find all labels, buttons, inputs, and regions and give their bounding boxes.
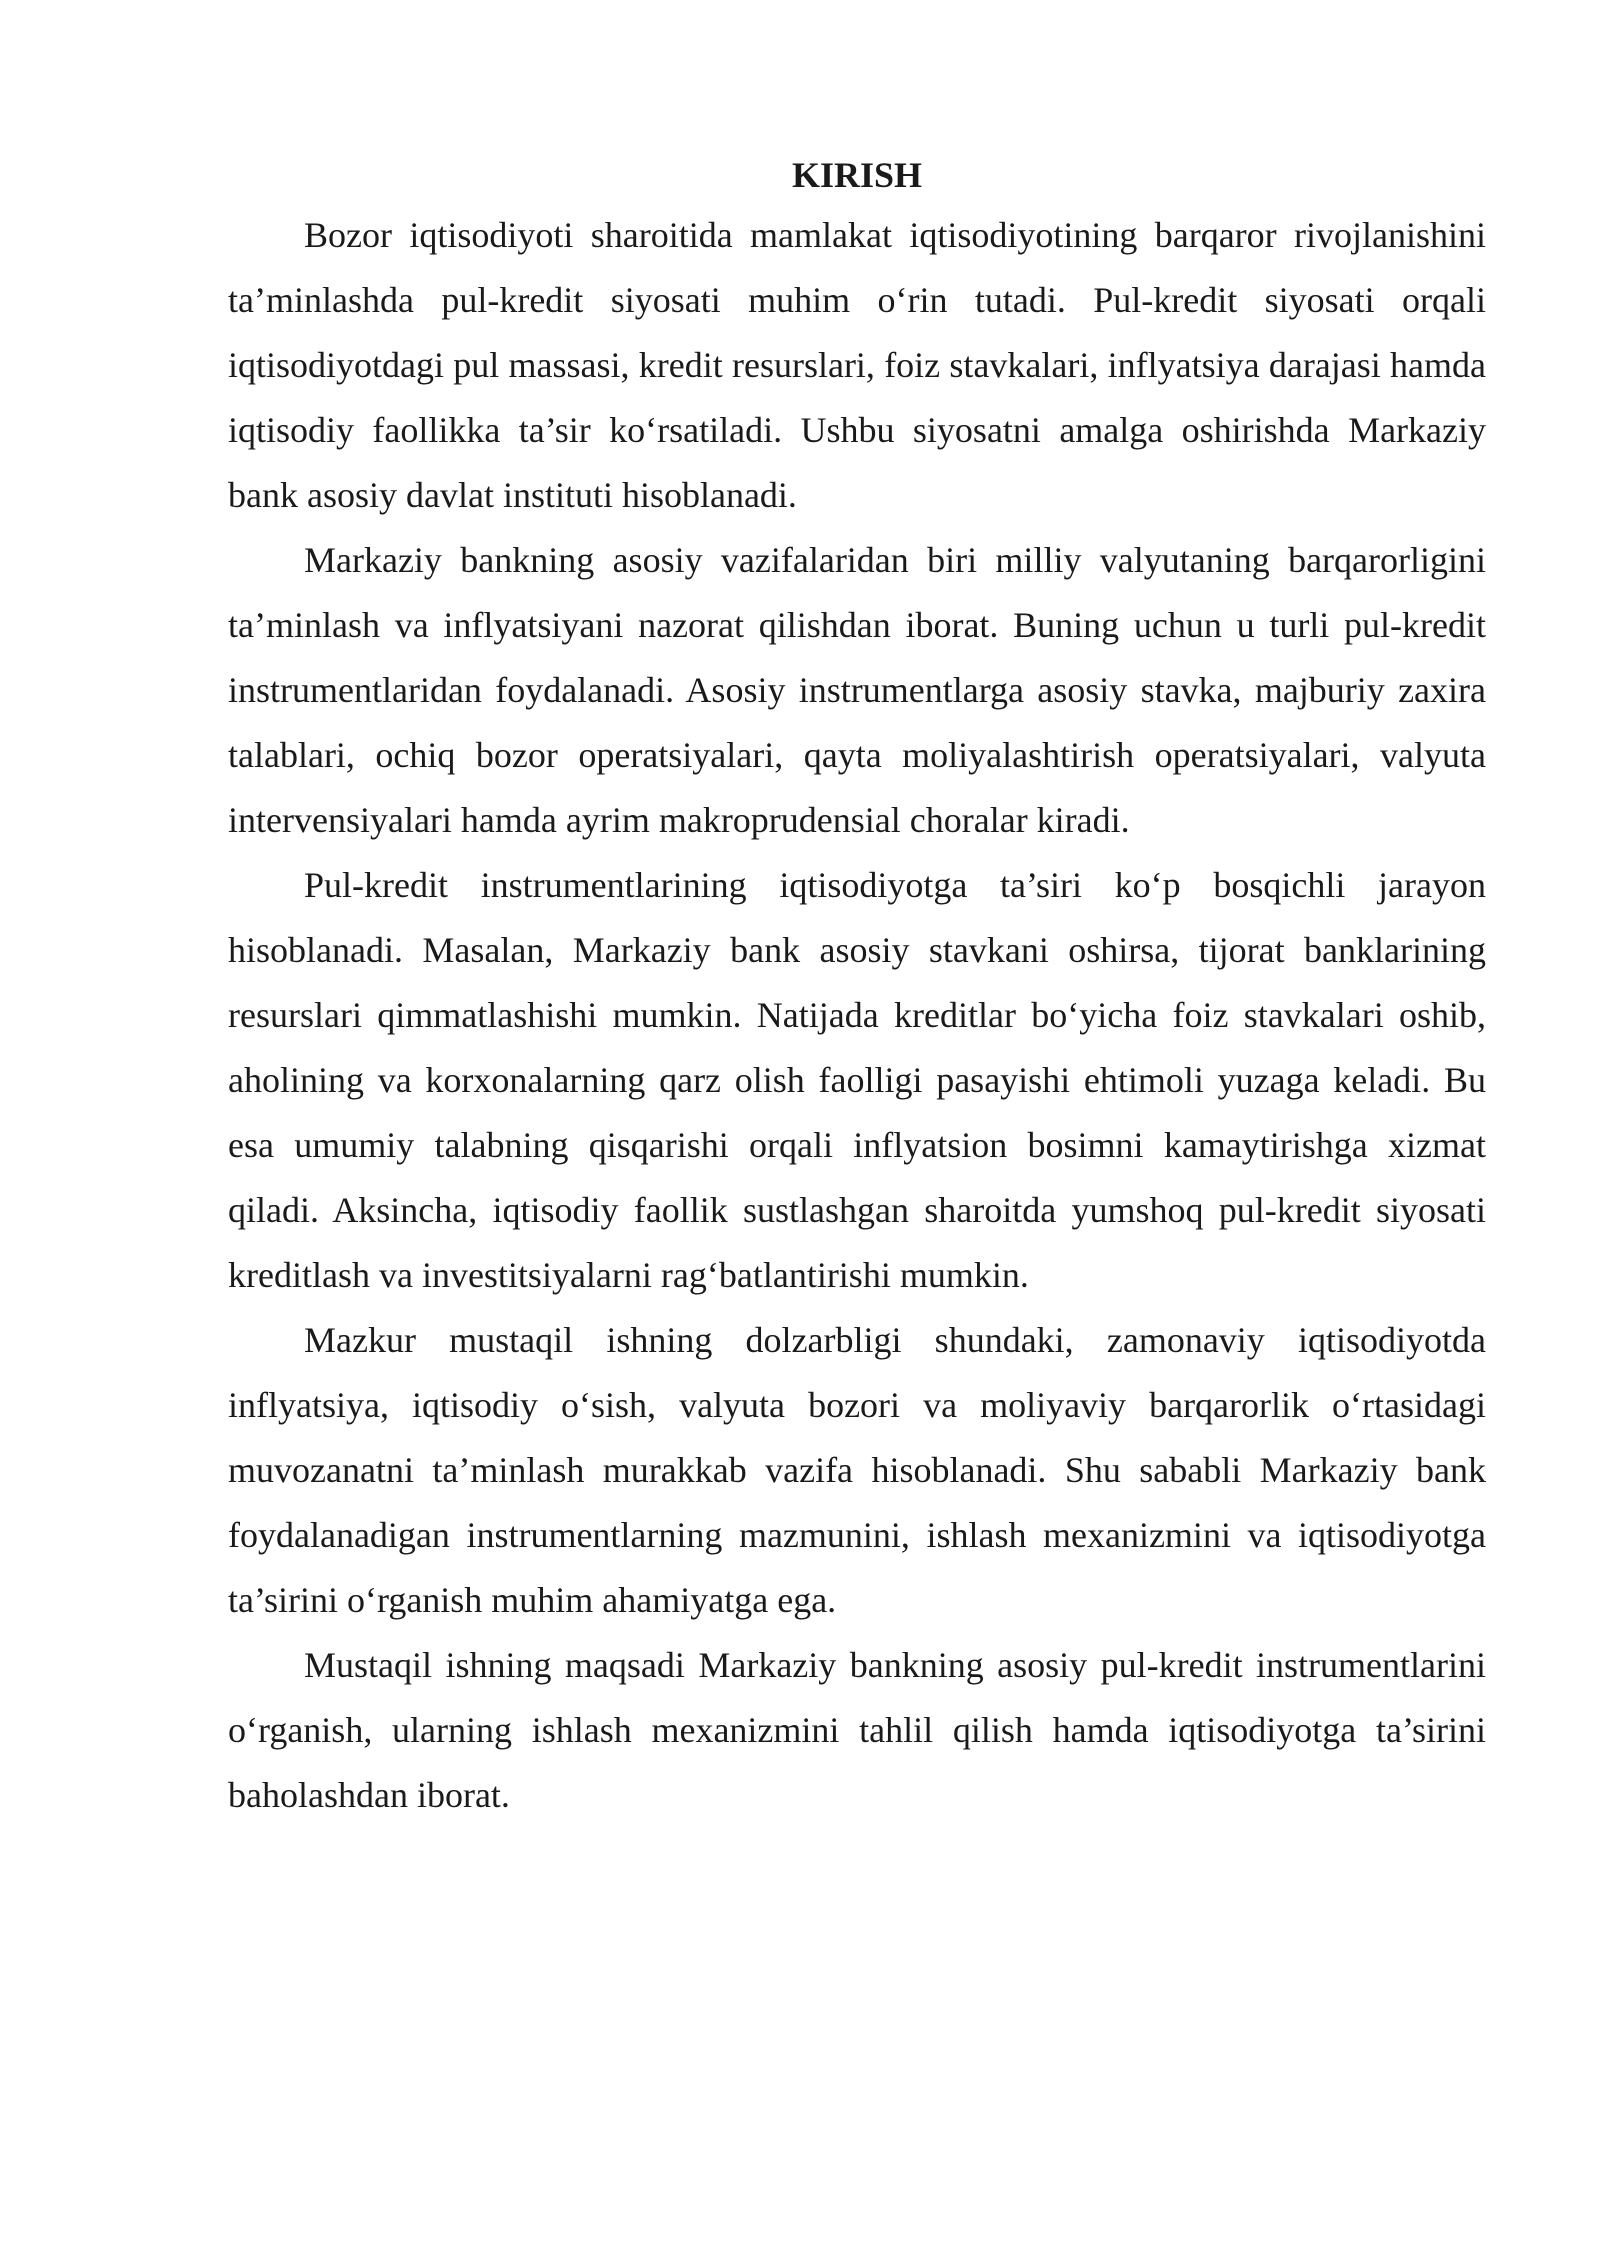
document-title: KIRISH	[791, 155, 923, 195]
paragraph-2: Markaziy bankning asosiy vazifalaridan biri milliy valyutaning barqarorligini ta’minlash va inflyatsiyani nazorat qilishdan iborat. Buning uchun u turli pul-kredit instrumentlaridan foydalanadi. Asosiy instrumentlarga asosiy stavka, majburiy zaxira talablari, ochiq bozor operatsiyalari, qayta moliyalashtirish operatsiyalari, valyuta intervensiyalari hamda ayrim makroprudensial choralar kiradi.	[228, 540, 1486, 840]
paragraph-3: Pul-kredit instrumentlarining iqtisodiyotga ta’siri ko‘p bosqichli jarayon hisoblanadi. Masalan, Markaziy bank asosiy stavkani oshirsa, tijorat banklarining resurslari qimmatlashishi mumkin. Natijada kreditlar bo‘yicha foiz stavkalari oshib, aholining va korxonalarning qarz olish faolligi pasayishi ehtimoli yuzaga keladi. Bu esa umumiy talabning qisqarishi orqali inflyatsion bosimni kamaytirishga xizmat qiladi. Aksincha, iqtisodiy faollik sustlashgan sharoitda yumshoq pul-kredit siyosati kreditlash va investitsiyalarni rag‘batlantirishi mumkin.	[228, 865, 1486, 1295]
document-page	[228, 148, 1486, 1828]
paragraph-1: Bozor iqtisodiyoti sharoitida mamlakat iqtisodiyotining barqaror rivojlanishini ta’minlashda pul-kredit siyosati muhim o‘rin tutadi. Pul-kredit siyosati orqali iqtisodiyotdagi pul massasi, kredit resurslari, foiz stavkalari, inflyatsiya darajasi hamda iqtisodiy faollikka ta’sir ko‘rsatiladi. Ushbu siyosatni amalga oshirishda Markaziy bank asosiy davlat instituti hisoblanadi.	[228, 215, 1486, 515]
paragraph-5: Mustaqil ishning maqsadi Markaziy bankning asosiy pul-kredit instrumentlarini o‘rganish, ularning ishlash mexanizmini tahlil qilish hamda iqtisodiyotga ta’sirini baholashdan iborat.	[228, 1645, 1486, 1815]
paragraph-4: Mazkur mustaqil ishning dolzarbligi shundaki, zamonaviy iqtisodiyotda inflyatsiya, iqtisodiy o‘sish, valyuta bozori va moliyaviy barqarorlik o‘rtasidagi muvozanatni ta’minlash murakkab vazifa hisoblanadi. Shu sababli Markaziy bank foydalanadigan instrumentlarning mazmunini, ishlash mexanizmini va iqtisodiyotga ta’sirini o‘rganish muhim ahamiyatga ega.	[228, 1320, 1486, 1620]
